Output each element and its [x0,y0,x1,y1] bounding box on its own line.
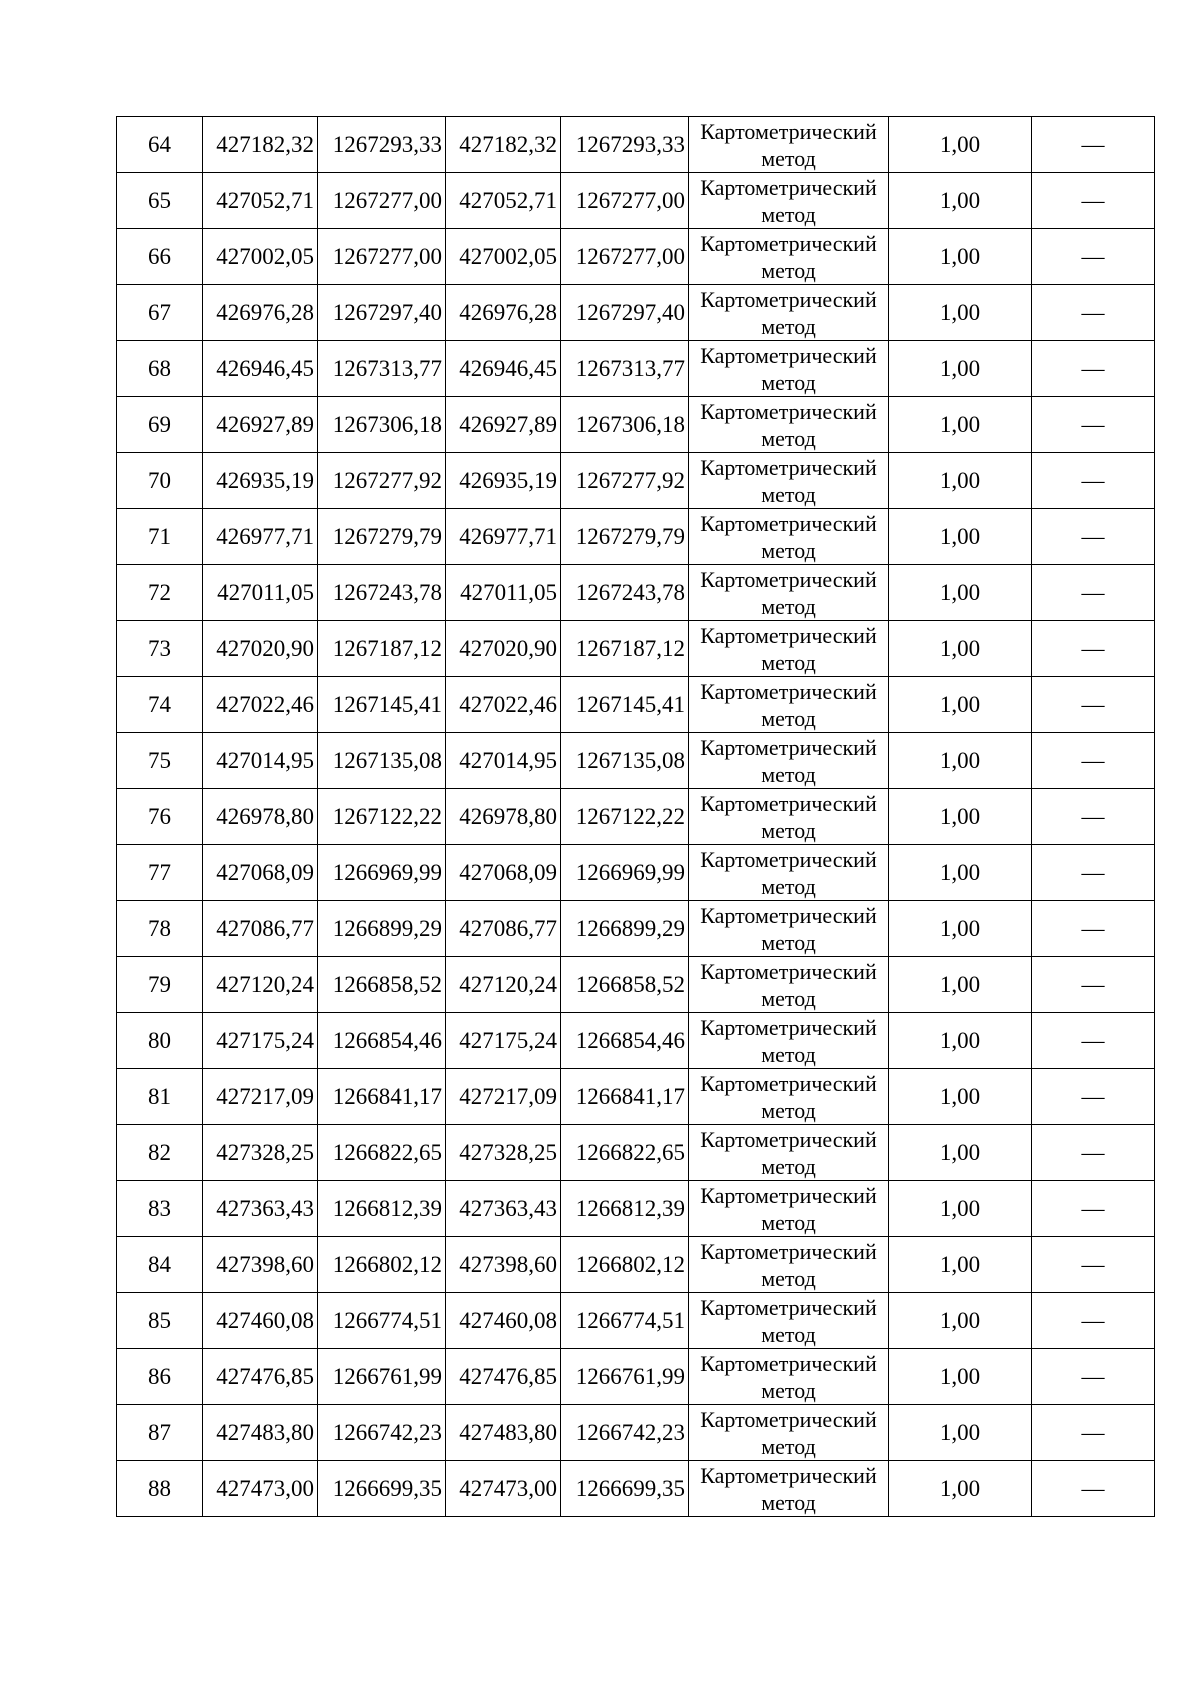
point-number-cell: 67 [117,285,203,341]
x-refined-cell: 427011,05 [446,565,561,621]
note-cell: — [1032,677,1155,733]
note-cell: — [1032,397,1155,453]
note-cell: — [1032,341,1155,397]
accuracy-cell: 1,00 [889,1461,1032,1517]
note-cell: — [1032,173,1155,229]
point-number-cell: 78 [117,901,203,957]
table-row [117,789,1155,845]
y-existing-cell: 1267277,00 [318,229,446,285]
x-refined-cell: 426976,28 [446,285,561,341]
note-cell: — [1032,789,1155,845]
method-cell: Картометрический метод [689,341,889,397]
y-refined-cell: 1266761,99 [561,1349,689,1405]
x-existing-cell: 427182,32 [203,117,318,173]
y-existing-cell: 1267313,77 [318,341,446,397]
note-cell: — [1032,1293,1155,1349]
y-refined-cell: 1267297,40 [561,285,689,341]
point-number-cell: 83 [117,1181,203,1237]
accuracy-cell: 1,00 [889,117,1032,173]
x-refined-cell: 427363,43 [446,1181,561,1237]
y-existing-cell: 1266699,35 [318,1461,446,1517]
accuracy-cell: 1,00 [889,1237,1032,1293]
y-refined-cell: 1266812,39 [561,1181,689,1237]
y-refined-cell: 1267277,92 [561,453,689,509]
accuracy-cell: 1,00 [889,397,1032,453]
x-existing-cell: 427363,43 [203,1181,318,1237]
method-cell: Картометрический метод [689,1349,889,1405]
accuracy-cell: 1,00 [889,845,1032,901]
x-existing-cell: 427476,85 [203,1349,318,1405]
x-existing-cell: 426978,80 [203,789,318,845]
y-refined-cell: 1266841,17 [561,1069,689,1125]
accuracy-cell: 1,00 [889,173,1032,229]
note-cell: — [1032,285,1155,341]
y-existing-cell: 1266841,17 [318,1069,446,1125]
note-cell: — [1032,453,1155,509]
y-existing-cell: 1267243,78 [318,565,446,621]
y-existing-cell: 1266802,12 [318,1237,446,1293]
y-existing-cell: 1267135,08 [318,733,446,789]
note-cell: — [1032,1405,1155,1461]
table-row [117,733,1155,789]
table-body [117,117,1155,1517]
table-row [117,621,1155,677]
y-refined-cell: 1267306,18 [561,397,689,453]
table-row [117,1013,1155,1069]
point-number-cell: 66 [117,229,203,285]
x-existing-cell: 427328,25 [203,1125,318,1181]
accuracy-cell: 1,00 [889,901,1032,957]
x-existing-cell: 427011,05 [203,565,318,621]
accuracy-cell: 1,00 [889,509,1032,565]
x-existing-cell: 427483,80 [203,1405,318,1461]
y-refined-cell: 1266699,35 [561,1461,689,1517]
y-refined-cell: 1267187,12 [561,621,689,677]
table-row [117,397,1155,453]
table-row [117,173,1155,229]
method-cell: Картометрический метод [689,677,889,733]
method-cell: Картометрический метод [689,1461,889,1517]
note-cell: — [1032,733,1155,789]
x-refined-cell: 427182,32 [446,117,561,173]
x-refined-cell: 427014,95 [446,733,561,789]
table-row [117,1405,1155,1461]
table-row [117,509,1155,565]
point-number-cell: 74 [117,677,203,733]
note-cell: — [1032,1013,1155,1069]
note-cell: — [1032,1237,1155,1293]
x-refined-cell: 427022,46 [446,677,561,733]
point-number-cell: 75 [117,733,203,789]
y-existing-cell: 1267297,40 [318,285,446,341]
y-existing-cell: 1266969,99 [318,845,446,901]
table-row [117,845,1155,901]
point-number-cell: 72 [117,565,203,621]
x-existing-cell: 427120,24 [203,957,318,1013]
point-number-cell: 85 [117,1293,203,1349]
x-existing-cell: 427020,90 [203,621,318,677]
point-number-cell: 82 [117,1125,203,1181]
method-cell: Картометрический метод [689,901,889,957]
note-cell: — [1032,901,1155,957]
y-refined-cell: 1266802,12 [561,1237,689,1293]
note-cell: — [1032,1069,1155,1125]
x-refined-cell: 427020,90 [446,621,561,677]
x-refined-cell: 427398,60 [446,1237,561,1293]
x-existing-cell: 427460,08 [203,1293,318,1349]
method-cell: Картометрический метод [689,957,889,1013]
y-existing-cell: 1266812,39 [318,1181,446,1237]
y-existing-cell: 1267145,41 [318,677,446,733]
table-row [117,341,1155,397]
accuracy-cell: 1,00 [889,285,1032,341]
x-refined-cell: 426977,71 [446,509,561,565]
x-refined-cell: 427473,00 [446,1461,561,1517]
x-existing-cell: 427175,24 [203,1013,318,1069]
point-number-cell: 71 [117,509,203,565]
x-existing-cell: 427398,60 [203,1237,318,1293]
note-cell: — [1032,229,1155,285]
table-row [117,565,1155,621]
y-existing-cell: 1266774,51 [318,1293,446,1349]
accuracy-cell: 1,00 [889,1013,1032,1069]
y-existing-cell: 1266854,46 [318,1013,446,1069]
x-refined-cell: 427120,24 [446,957,561,1013]
method-cell: Картометрический метод [689,1013,889,1069]
y-existing-cell: 1266822,65 [318,1125,446,1181]
point-number-cell: 88 [117,1461,203,1517]
table-row [117,229,1155,285]
note-cell: — [1032,621,1155,677]
table-row [117,1181,1155,1237]
method-cell: Картометрический метод [689,173,889,229]
note-cell: — [1032,845,1155,901]
accuracy-cell: 1,00 [889,1069,1032,1125]
x-refined-cell: 426946,45 [446,341,561,397]
y-existing-cell: 1266899,29 [318,901,446,957]
method-cell: Картометрический метод [689,733,889,789]
x-existing-cell: 427052,71 [203,173,318,229]
point-number-cell: 70 [117,453,203,509]
point-number-cell: 64 [117,117,203,173]
point-number-cell: 73 [117,621,203,677]
point-number-cell: 80 [117,1013,203,1069]
x-existing-cell: 427022,46 [203,677,318,733]
note-cell: — [1032,1349,1155,1405]
y-refined-cell: 1266854,46 [561,1013,689,1069]
accuracy-cell: 1,00 [889,229,1032,285]
table-row [117,677,1155,733]
accuracy-cell: 1,00 [889,789,1032,845]
y-refined-cell: 1267243,78 [561,565,689,621]
table-row [117,117,1155,173]
table-row [117,1293,1155,1349]
method-cell: Картометрический метод [689,509,889,565]
x-refined-cell: 426978,80 [446,789,561,845]
y-existing-cell: 1267122,22 [318,789,446,845]
point-number-cell: 87 [117,1405,203,1461]
y-existing-cell: 1267187,12 [318,621,446,677]
accuracy-cell: 1,00 [889,621,1032,677]
accuracy-cell: 1,00 [889,1405,1032,1461]
table-row [117,1461,1155,1517]
y-refined-cell: 1266822,65 [561,1125,689,1181]
y-existing-cell: 1267306,18 [318,397,446,453]
y-refined-cell: 1266969,99 [561,845,689,901]
x-refined-cell: 427175,24 [446,1013,561,1069]
y-refined-cell: 1267135,08 [561,733,689,789]
x-existing-cell: 426935,19 [203,453,318,509]
table-row [117,285,1155,341]
y-refined-cell: 1267279,79 [561,509,689,565]
y-refined-cell: 1266858,52 [561,957,689,1013]
point-number-cell: 86 [117,1349,203,1405]
x-refined-cell: 427476,85 [446,1349,561,1405]
y-refined-cell: 1267277,00 [561,229,689,285]
y-refined-cell: 1267277,00 [561,173,689,229]
table-row [117,1069,1155,1125]
method-cell: Картометрический метод [689,1125,889,1181]
y-refined-cell: 1266899,29 [561,901,689,957]
x-refined-cell: 427068,09 [446,845,561,901]
y-refined-cell: 1267313,77 [561,341,689,397]
point-number-cell: 69 [117,397,203,453]
method-cell: Картометрический метод [689,1405,889,1461]
note-cell: — [1032,509,1155,565]
table-row [117,1125,1155,1181]
method-cell: Картометрический метод [689,285,889,341]
point-number-cell: 84 [117,1237,203,1293]
table-row [117,957,1155,1013]
x-refined-cell: 427002,05 [446,229,561,285]
x-refined-cell: 427052,71 [446,173,561,229]
x-refined-cell: 427086,77 [446,901,561,957]
point-number-cell: 77 [117,845,203,901]
note-cell: — [1032,117,1155,173]
method-cell: Картометрический метод [689,789,889,845]
x-existing-cell: 426927,89 [203,397,318,453]
x-existing-cell: 427068,09 [203,845,318,901]
x-existing-cell: 427217,09 [203,1069,318,1125]
x-refined-cell: 427460,08 [446,1293,561,1349]
point-number-cell: 65 [117,173,203,229]
note-cell: — [1032,565,1155,621]
accuracy-cell: 1,00 [889,1349,1032,1405]
note-cell: — [1032,1125,1155,1181]
x-refined-cell: 426935,19 [446,453,561,509]
method-cell: Картометрический метод [689,117,889,173]
method-cell: Картометрический метод [689,1293,889,1349]
note-cell: — [1032,1461,1155,1517]
y-refined-cell: 1266774,51 [561,1293,689,1349]
accuracy-cell: 1,00 [889,1125,1032,1181]
accuracy-cell: 1,00 [889,1293,1032,1349]
method-cell: Картометрический метод [689,229,889,285]
y-existing-cell: 1267277,00 [318,173,446,229]
accuracy-cell: 1,00 [889,453,1032,509]
x-existing-cell: 426946,45 [203,341,318,397]
method-cell: Картометрический метод [689,1181,889,1237]
x-existing-cell: 426977,71 [203,509,318,565]
x-refined-cell: 427217,09 [446,1069,561,1125]
method-cell: Картометрический метод [689,845,889,901]
y-refined-cell: 1266742,23 [561,1405,689,1461]
point-number-cell: 68 [117,341,203,397]
accuracy-cell: 1,00 [889,733,1032,789]
y-existing-cell: 1266858,52 [318,957,446,1013]
y-existing-cell: 1266761,99 [318,1349,446,1405]
y-refined-cell: 1267145,41 [561,677,689,733]
y-refined-cell: 1267293,33 [561,117,689,173]
coordinates-table [116,116,1155,1517]
x-existing-cell: 427086,77 [203,901,318,957]
table-row [117,1349,1155,1405]
point-number-cell: 79 [117,957,203,1013]
accuracy-cell: 1,00 [889,565,1032,621]
x-existing-cell: 426976,28 [203,285,318,341]
table-row [117,1237,1155,1293]
y-existing-cell: 1267277,92 [318,453,446,509]
point-number-cell: 81 [117,1069,203,1125]
note-cell: — [1032,1181,1155,1237]
method-cell: Картометрический метод [689,565,889,621]
x-refined-cell: 427483,80 [446,1405,561,1461]
accuracy-cell: 1,00 [889,677,1032,733]
method-cell: Картометрический метод [689,621,889,677]
x-existing-cell: 427002,05 [203,229,318,285]
method-cell: Картометрический метод [689,453,889,509]
x-refined-cell: 426927,89 [446,397,561,453]
x-existing-cell: 427473,00 [203,1461,318,1517]
accuracy-cell: 1,00 [889,1181,1032,1237]
x-refined-cell: 427328,25 [446,1125,561,1181]
method-cell: Картометрический метод [689,397,889,453]
y-existing-cell: 1267279,79 [318,509,446,565]
note-cell: — [1032,957,1155,1013]
y-existing-cell: 1267293,33 [318,117,446,173]
method-cell: Картометрический метод [689,1237,889,1293]
point-number-cell: 76 [117,789,203,845]
table-row [117,453,1155,509]
accuracy-cell: 1,00 [889,957,1032,1013]
y-existing-cell: 1266742,23 [318,1405,446,1461]
y-refined-cell: 1267122,22 [561,789,689,845]
accuracy-cell: 1,00 [889,341,1032,397]
x-existing-cell: 427014,95 [203,733,318,789]
table-row [117,901,1155,957]
method-cell: Картометрический метод [689,1069,889,1125]
